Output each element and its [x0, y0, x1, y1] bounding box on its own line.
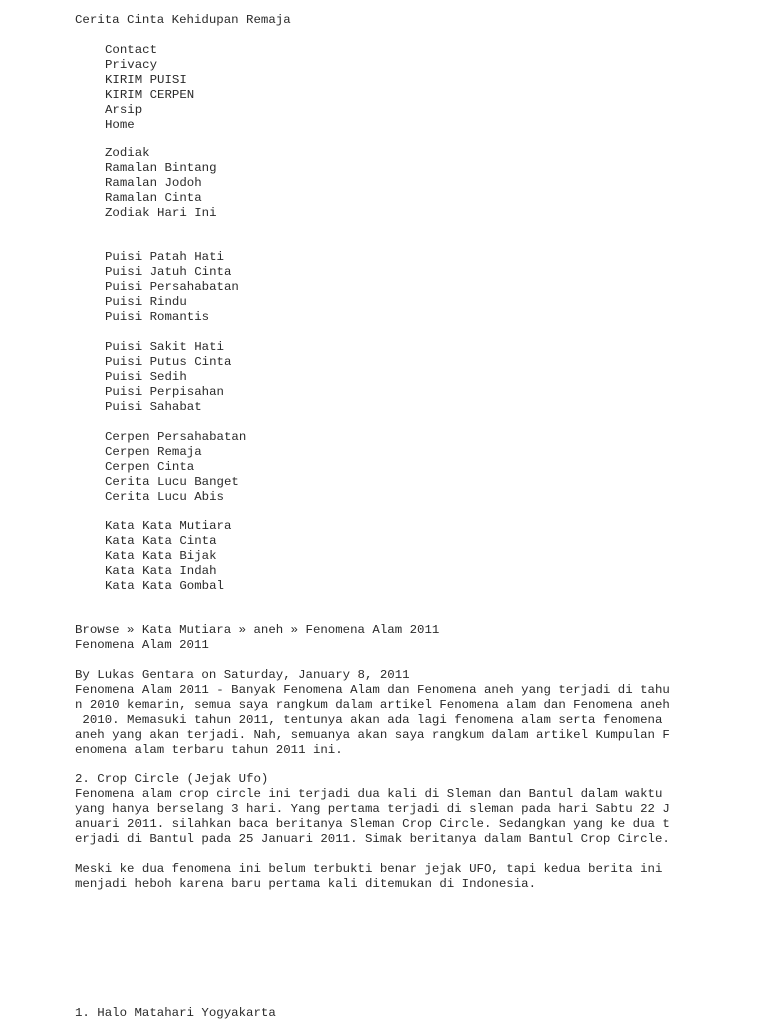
nav-link-cerpen-remaja[interactable]: Cerpen Remaja — [105, 445, 202, 459]
paragraph-line: Meski ke dua fenomena ini belum terbukti benar jejak UFO, tapi kedua berita ini — [75, 862, 663, 876]
nav-link-kata-bijak[interactable]: Kata Kata Bijak — [105, 549, 217, 563]
nav-link-home[interactable]: Home — [105, 118, 135, 132]
paragraph-line: erjadi di Bantul pada 25 Januari 2011. Simak beritanya dalam Bantul Crop Circle. — [75, 832, 670, 846]
nav-link-contact[interactable]: Contact — [105, 43, 158, 57]
nav-link-kirim-puisi[interactable]: KIRIM PUISI — [105, 73, 187, 87]
section-heading: 2. Crop Circle (Jejak Ufo) — [75, 772, 269, 786]
paragraph-line: Fenomena Alam 2011 - Banyak Fenomena Alam dan Fenomena aneh yang terjadi di tahu — [75, 683, 670, 697]
nav-link-ramalan-jodoh[interactable]: Ramalan Jodoh — [105, 176, 202, 190]
nav-link-cerpen-persahabatan[interactable]: Cerpen Persahabatan — [105, 430, 247, 444]
nav-link-kata-cinta[interactable]: Kata Kata Cinta — [105, 534, 217, 548]
nav-puisi-1 — [105, 250, 239, 325]
paragraph-line: anuari 2011. silahkan baca beritanya Sleman Crop Circle. Sedangkan yang ke dua t — [75, 817, 670, 831]
paragraph-line: 2010. Memasuki tahun 2011, tentunya akan ada lagi fenomena alam serta fenomena — [75, 713, 663, 727]
nav-link-ramalan-cinta[interactable]: Ramalan Cinta — [105, 191, 202, 205]
paragraph-line: Fenomena alam crop circle ini terjadi dua kali di Sleman dan Bantul dalam waktu — [75, 787, 663, 801]
nav-link-kata-gombal[interactable]: Kata Kata Gombal — [105, 579, 224, 593]
nav-link-privacy[interactable]: Privacy — [105, 58, 158, 72]
nav-puisi-2 — [105, 340, 231, 415]
paragraph-line: n 2010 kemarin, semua saya rangkum dalam artikel Fenomena alam dan Fenomena aneh — [75, 698, 670, 712]
nav-link-arsip[interactable]: Arsip — [105, 103, 143, 117]
paragraph-line: aneh yang akan terjadi. Nah, semuanya akan saya rangkum dalam artikel Kumpulan F — [75, 728, 670, 742]
nav-link-puisi-patah-hati[interactable]: Puisi Patah Hati — [105, 250, 224, 264]
nav-link-zodiak[interactable]: Zodiak — [105, 146, 150, 160]
nav-link-cerita-lucu-abis[interactable]: Cerita Lucu Abis — [105, 490, 224, 504]
nav-link-puisi-rindu[interactable]: Puisi Rindu — [105, 295, 187, 309]
nav-link-cerpen-cinta[interactable]: Cerpen Cinta — [105, 460, 195, 474]
section-crop-circle-extra — [75, 862, 662, 892]
nav-link-puisi-romantis[interactable]: Puisi Romantis — [105, 310, 210, 324]
nav-link-puisi-sakit-hati[interactable]: Puisi Sakit Hati — [105, 340, 224, 354]
paragraph-line: menjadi heboh karena baru pertama kali ditemukan di Indonesia. — [75, 877, 537, 891]
section-crop-circle — [75, 772, 670, 847]
breadcrumb: Browse » Kata Mutiara » aneh » Fenomena Alam 2011 — [75, 623, 440, 637]
nav-link-puisi-sahabat[interactable]: Puisi Sahabat — [105, 400, 202, 414]
nav-link-puisi-perpisahan[interactable]: Puisi Perpisahan — [105, 385, 224, 399]
nav-cerpen — [105, 430, 246, 505]
nav-link-puisi-persahabatan[interactable]: Puisi Persahabatan — [105, 280, 239, 294]
site-title: Cerita Cinta Kehidupan Remaja — [75, 13, 291, 27]
article-intro — [75, 668, 670, 758]
nav-zodiak — [105, 146, 217, 221]
nav-link-kata-mutiara[interactable]: Kata Kata Mutiara — [105, 519, 232, 533]
article-byline: By Lukas Gentara on Saturday, January 8, 2011 — [75, 668, 410, 682]
nav-link-cerita-lucu-banget[interactable]: Cerita Lucu Banget — [105, 475, 239, 489]
nav-link-zodiak-hari-ini[interactable]: Zodiak Hari Ini — [105, 206, 217, 220]
nav-link-ramalan-bintang[interactable]: Ramalan Bintang — [105, 161, 217, 175]
paragraph-line: enomena alam terbaru tahun 2011 ini. — [75, 743, 343, 757]
nav-kata — [105, 519, 231, 594]
paragraph-line: yang hanya berselang 3 hari. Yang pertama terjadi di sleman pada hari Sabtu 22 J — [75, 802, 670, 816]
nav-link-kata-indah[interactable]: Kata Kata Indah — [105, 564, 217, 578]
nav-link-puisi-sedih[interactable]: Puisi Sedih — [105, 370, 187, 384]
section-heading-halo-matahari: 1. Halo Matahari Yogyakarta — [75, 1006, 276, 1020]
nav-main — [105, 43, 194, 133]
article-title: Fenomena Alam 2011 — [75, 638, 209, 652]
nav-link-kirim-cerpen[interactable]: KIRIM CERPEN — [105, 88, 195, 102]
nav-link-puisi-putus-cinta[interactable]: Puisi Putus Cinta — [105, 355, 232, 369]
nav-link-puisi-jatuh-cinta[interactable]: Puisi Jatuh Cinta — [105, 265, 232, 279]
